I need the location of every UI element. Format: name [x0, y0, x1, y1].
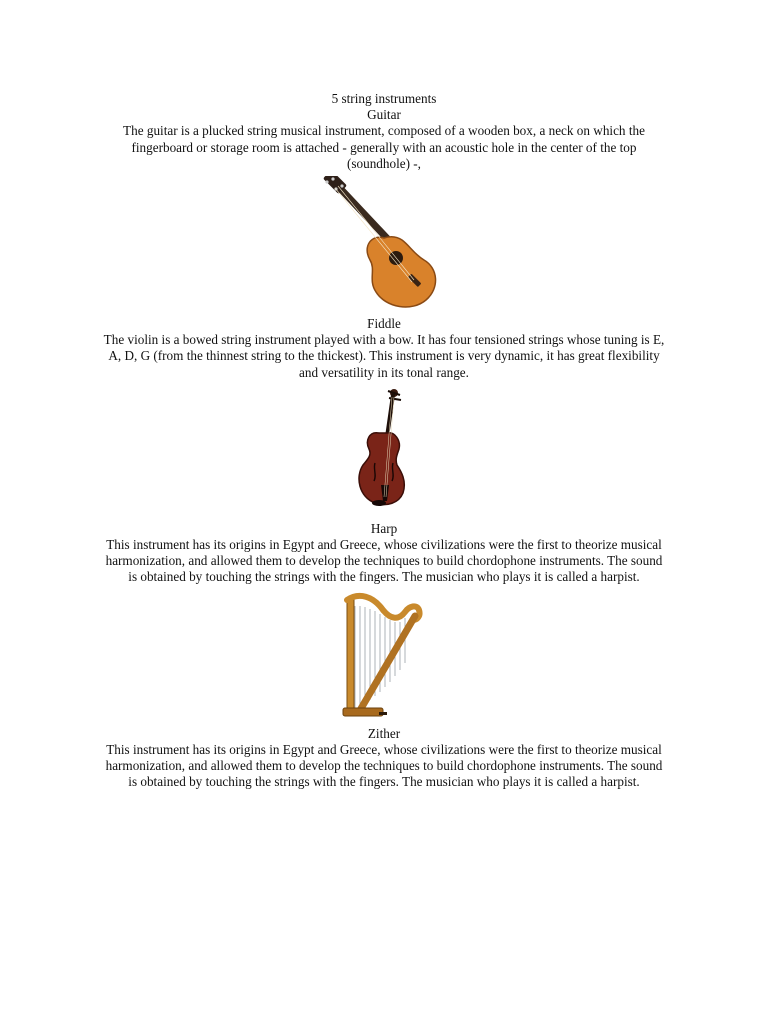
section-text-guitar: The guitar is a plucked string musical instrument, composed of a wooden box, a neck on which the fingerboard or storage room is attached - generally with an acoustic hole in the center of the top (soundhole) -, — [123, 123, 645, 171]
section-heading-guitar: Guitar — [367, 107, 401, 123]
harp-illustration — [339, 590, 429, 722]
section-heading-harp: Harp — [370, 520, 398, 536]
section-heading-fiddle: Fiddle — [367, 316, 401, 332]
document-content — [100, 91, 668, 790]
section-text-harp: This instrument has its origins in Egypt and Greece, whose civilizations were the first to theorize musical harmonization, and allowed them to develop the techniques to build chordophone instruments. The sound is obtained by touching the strings with the fingers. The musician who plays it is called a harpist. — [105, 537, 663, 585]
section-text-zither: This instrument has its origins in Egypt and Greece, whose civilizations were the first to theorize musical harmonization, and allowed them to develop the techniques to build chordophone instruments. The sound is obtained by touching the strings with the fingers. The musician who plays it is called a harpist. — [105, 741, 663, 790]
guitar-illustration — [314, 176, 454, 312]
section-heading-zither: Zither — [367, 725, 401, 741]
section-text-fiddle: The violin is a bowed string instrument played with a bow. It has four tensioned strings whose tuning is E, A, D, G (from the thinnest string to the thickest). This instrument is very dynamic, it has great flexibility and versatility in its tonal range. — [103, 332, 665, 380]
document-title: 5 string instruments — [331, 91, 437, 106]
violin-illustration — [349, 385, 419, 515]
